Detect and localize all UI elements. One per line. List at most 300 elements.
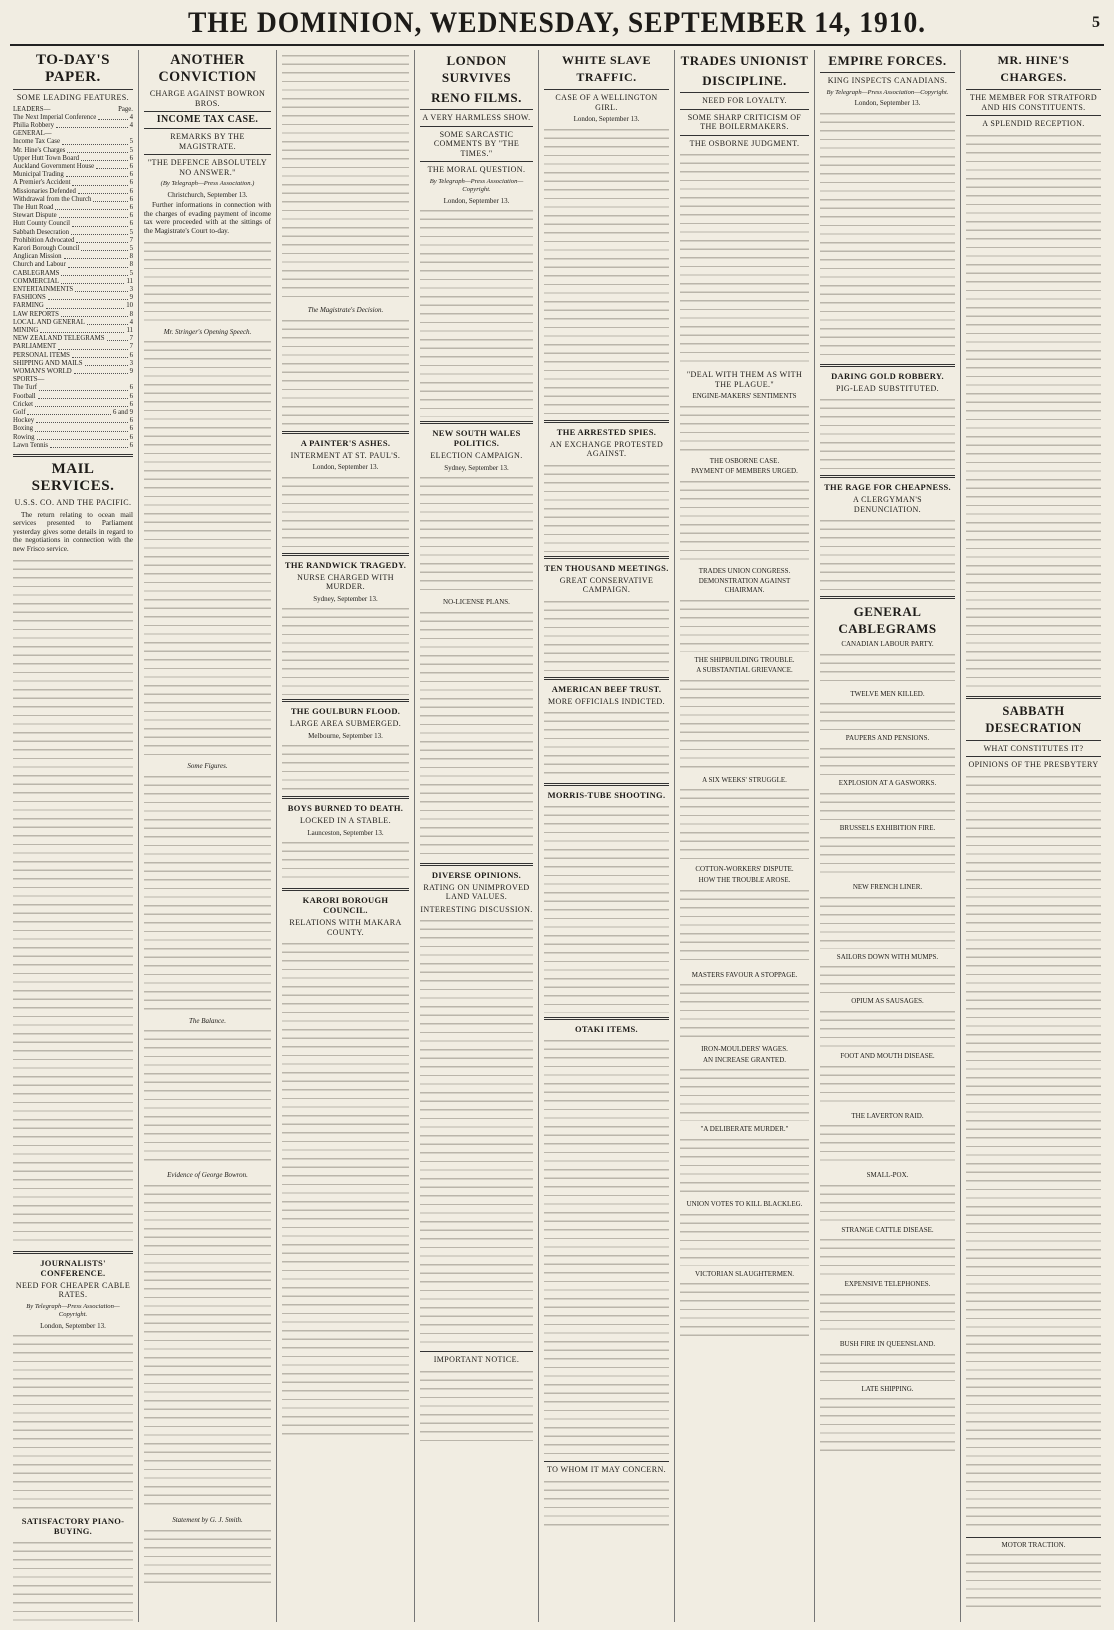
french-liner-subhead: NEW FRENCH LINER. bbox=[852, 883, 923, 892]
masters-subhead: MASTERS FAVOUR A STOPPAGE. bbox=[691, 970, 798, 979]
loyalty-subheading: NEED FOR LOYALTY. bbox=[702, 96, 787, 105]
divider bbox=[13, 454, 133, 457]
divider bbox=[13, 89, 133, 90]
article-text-block bbox=[680, 597, 809, 652]
index-item-label: Boxing bbox=[13, 425, 34, 433]
index-leader-dots bbox=[107, 335, 128, 341]
article-text-block bbox=[282, 474, 409, 549]
constitutes-subheading: WHAT CONSTITUTES IT? bbox=[983, 743, 1084, 753]
index-leader-dots bbox=[71, 229, 128, 235]
arrested-spies-heading: THE ARRESTED SPIES. bbox=[556, 426, 657, 437]
divider bbox=[544, 677, 669, 680]
index-item-page: 6 bbox=[129, 425, 133, 433]
index-item-label: Karori Borough Council bbox=[13, 244, 80, 252]
important-notice-heading: IMPORTANT NOTICE. bbox=[433, 1355, 520, 1365]
article-text-block bbox=[680, 1280, 809, 1340]
article-text-block bbox=[680, 403, 809, 453]
article-text-block bbox=[820, 1395, 955, 1455]
article-text-block bbox=[420, 207, 533, 417]
decision-subhead: The Magistrate's Decision. bbox=[307, 306, 384, 314]
discussion-subheading: INTERESTING DISCUSSION. bbox=[420, 904, 533, 914]
nolicense-subhead: NO-LICENSE PLANS. bbox=[443, 598, 510, 607]
index-item-page: 4 bbox=[129, 121, 133, 129]
article-intro: Further informations in connection with the charges of evading payment of income tax were proceeded with at the sittings of the Magistrate's Court to-day. bbox=[144, 201, 271, 235]
sarcastic-subheading: SOME SARCASTIC COMMENTS BY "THE TIMES." bbox=[433, 129, 520, 158]
twelve-killed-subhead: TWELVE MEN KILLED. bbox=[850, 689, 925, 698]
meetings-subheading: GREAT CONSERVATIVE CAMPAIGN. bbox=[559, 575, 654, 595]
plague-quote: "DEAL WITH THEM AS WITH THE PLAGUE." bbox=[686, 370, 803, 389]
index-page-label: Page. bbox=[118, 105, 133, 113]
article-text-block bbox=[680, 786, 809, 861]
index-item-label: COMMERCIAL bbox=[13, 277, 60, 285]
index-item-label: LOCAL AND GENERAL bbox=[13, 318, 85, 326]
magistrate-subheading: REMARKS BY THE MAGISTRATE. bbox=[170, 132, 245, 151]
index-item-label: NEW ZEALAND TELEGRAMS bbox=[13, 335, 105, 343]
randwick-heading: THE RANDWICK TRAGEDY. bbox=[284, 559, 407, 570]
article-text-block bbox=[420, 917, 533, 1347]
index-leader-dots bbox=[74, 368, 128, 374]
index-row bbox=[13, 130, 133, 138]
todays-paper-heading: TO-DAY'S PAPER. bbox=[35, 52, 111, 85]
moral-question-subheading: THE MORAL QUESTION. bbox=[427, 165, 526, 174]
index-item-page: 5 bbox=[129, 146, 133, 154]
divider bbox=[966, 756, 1101, 757]
article-text-block bbox=[820, 790, 955, 820]
index-row bbox=[13, 138, 133, 146]
article-text-block bbox=[680, 1066, 809, 1121]
cotton-subhead: COTTON-WORKERS' DISPUTE. bbox=[695, 865, 794, 874]
divider bbox=[680, 109, 809, 110]
index-item-page: 6 bbox=[129, 433, 133, 441]
column-5 bbox=[538, 50, 674, 1622]
index-item-page: 6 bbox=[129, 384, 133, 392]
meetings-heading: TEN THOUSAND MEETINGS. bbox=[544, 562, 669, 573]
mumps-subhead: SAILORS DOWN WITH MUMPS. bbox=[836, 952, 939, 961]
index-item-label: Hockey bbox=[13, 417, 35, 425]
ashes-heading: A PAINTER'S ASHES. bbox=[300, 437, 391, 448]
journalists-heading: JOURNALISTS' CONFERENCE. bbox=[40, 1257, 106, 1278]
index-item-label: A Premier's Accident bbox=[13, 179, 71, 187]
otaki-heading: OTAKI ITEMS. bbox=[575, 1024, 638, 1035]
index-item-label: Lawn Tennis bbox=[13, 441, 49, 449]
demonstration-subhead: DEMONSTRATION AGAINST CHAIRMAN. bbox=[698, 577, 791, 594]
divider bbox=[420, 126, 533, 127]
divider bbox=[420, 1351, 533, 1352]
index-item-page: 4 bbox=[129, 318, 133, 326]
reception-subheading: A SPLENDID RECEPTION. bbox=[982, 119, 1085, 128]
discipline-heading: DISCIPLINE. bbox=[702, 73, 787, 88]
article-text-block bbox=[966, 1551, 1101, 1611]
index-row bbox=[13, 245, 133, 253]
index-item-label: Church and Labour bbox=[13, 261, 66, 269]
index-leader-dots bbox=[46, 302, 124, 308]
karori-heading: KARORI BOROUGH COUNCIL. bbox=[302, 895, 389, 916]
index-leader-dots bbox=[67, 147, 127, 153]
index-row bbox=[13, 261, 133, 269]
article-text-block bbox=[282, 940, 409, 1440]
divider bbox=[544, 1461, 669, 1462]
bushfire-subhead: BUSH FIRE IN QUEENSLAND. bbox=[839, 1339, 936, 1348]
sabbath-heading: SABBATH DESECRATION bbox=[985, 703, 1082, 735]
column-2 bbox=[138, 50, 276, 1622]
income-tax-heading: INCOME TAX CASE. bbox=[156, 114, 259, 125]
index-item-page: 3 bbox=[129, 359, 133, 367]
index-row bbox=[13, 294, 133, 302]
statement-subhead: Statement by G. J. Smith. bbox=[172, 1515, 243, 1524]
index-item-label: MINING bbox=[13, 326, 39, 334]
index-leader-dots bbox=[75, 286, 127, 292]
divider bbox=[544, 783, 669, 786]
divider bbox=[144, 128, 271, 129]
opium-subhead: OPIUM AS SAUSAGES. bbox=[851, 997, 924, 1006]
index-item-page: 6 bbox=[129, 171, 133, 179]
empire-forces-heading: EMPIRE FORCES. bbox=[828, 53, 947, 68]
divider bbox=[820, 475, 955, 478]
index-row bbox=[13, 409, 133, 417]
boys-heading: BOYS BURNED TO DEATH. bbox=[287, 803, 404, 814]
index-leader-dots bbox=[27, 409, 111, 415]
gold-robbery-heading: DARING GOLD ROBBERY. bbox=[831, 370, 944, 381]
article-text-block bbox=[282, 605, 409, 695]
beef-trust-heading: AMERICAN BEEF TRUST. bbox=[551, 683, 662, 694]
index-item-label: Philia Robbery bbox=[13, 121, 54, 129]
index-leader-dots bbox=[76, 237, 127, 243]
index-leader-dots bbox=[96, 163, 127, 169]
telephones-subhead: EXPENSIVE TELEPHONES. bbox=[844, 1280, 931, 1289]
index-row bbox=[13, 319, 133, 327]
divider bbox=[420, 421, 533, 424]
king-inspects-subheading: KING INSPECTS CANADIANS. bbox=[827, 76, 948, 85]
index-header bbox=[13, 106, 133, 114]
index-leader-dots bbox=[48, 294, 128, 300]
index-row bbox=[13, 237, 133, 245]
divider bbox=[144, 154, 271, 155]
index-leader-dots bbox=[66, 171, 128, 177]
index-row bbox=[13, 212, 133, 220]
article-text-block bbox=[820, 894, 955, 949]
index-row bbox=[13, 401, 133, 409]
index-item-page: 9 bbox=[129, 368, 133, 375]
index-leader-dots bbox=[85, 360, 128, 366]
index-leader-dots bbox=[39, 384, 128, 390]
index-leader-dots bbox=[50, 442, 128, 448]
index-row bbox=[13, 384, 133, 392]
divider bbox=[282, 796, 409, 799]
motor-traction-subhead: MOTOR TRACTION. bbox=[1001, 1540, 1066, 1549]
article-text-block bbox=[820, 1351, 955, 1381]
diverse-opinions-heading: DIVERSE OPINIONS. bbox=[431, 869, 522, 880]
index-row bbox=[13, 360, 133, 368]
article-text-block bbox=[13, 557, 133, 1247]
index-row bbox=[13, 188, 133, 196]
index-leader-dots bbox=[61, 278, 124, 284]
index-leader-dots bbox=[81, 245, 127, 251]
explosion-subhead: EXPLOSION AT A GASWORKS. bbox=[838, 778, 937, 787]
index-leader-dots bbox=[35, 425, 128, 431]
article-text-block bbox=[544, 1037, 669, 1457]
index-leader-dots bbox=[93, 196, 127, 202]
divider bbox=[966, 89, 1101, 90]
index-item-page: 6 bbox=[129, 392, 133, 400]
reno-films-heading: RENO FILMS. bbox=[431, 90, 522, 105]
column-1 bbox=[8, 50, 138, 1622]
divider bbox=[966, 115, 1101, 116]
deliberate-murder-subhead: "A DELIBERATE MURDER." bbox=[700, 1125, 789, 1134]
index-leader-dots bbox=[37, 434, 128, 440]
journalists-dateline: London, September 13. bbox=[40, 1321, 106, 1330]
increase-subhead: AN INCREASE GRANTED. bbox=[702, 1055, 787, 1064]
harmless-show-subheading: A VERY HARMLESS SHOW. bbox=[422, 113, 531, 122]
index-item-label: Mr. Hine's Charges bbox=[13, 146, 66, 154]
index-leader-dots bbox=[64, 253, 128, 259]
index-item-label: Prohibition Advocated bbox=[13, 236, 75, 244]
index-row bbox=[13, 368, 133, 376]
article-text-block bbox=[820, 396, 955, 471]
article-text-block bbox=[544, 462, 669, 552]
index-item-page: 8 bbox=[129, 253, 133, 261]
index-leader-dots bbox=[78, 188, 128, 194]
index-row bbox=[13, 114, 133, 122]
nsw-dateline: Sydney, September 13. bbox=[444, 463, 509, 472]
newspaper-title: THE DOMINION, WEDNESDAY, SEPTEMBER 14, 1910. bbox=[187, 6, 927, 39]
index-item-label: CABLEGRAMS bbox=[13, 269, 60, 277]
divider bbox=[680, 135, 809, 136]
index-row bbox=[13, 434, 133, 442]
divider bbox=[544, 89, 669, 90]
article-text-block bbox=[820, 1008, 955, 1048]
index-item-page: 9 bbox=[129, 294, 133, 302]
index-row bbox=[13, 147, 133, 155]
index-item-label: Upper Hutt Town Board bbox=[13, 154, 80, 162]
index-leader-dots bbox=[68, 261, 128, 267]
nsw-politics-heading: NEW SOUTH WALES POLITICS. bbox=[432, 428, 521, 449]
index-row bbox=[13, 229, 133, 237]
index-item-page: 6 bbox=[129, 400, 133, 408]
white-slave-heading: WHITE SLAVE TRAFFIC. bbox=[562, 53, 651, 84]
mail-services-heading: MAIL SERVICES. bbox=[31, 461, 115, 495]
article-text-block bbox=[13, 1332, 133, 1512]
divider bbox=[282, 888, 409, 891]
osborne-subheading: THE OSBORNE JUDGMENT. bbox=[689, 138, 800, 148]
divider bbox=[282, 699, 409, 702]
evidence-subhead: Evidence of George Bowron. bbox=[167, 1171, 248, 1180]
nsw-subheading: ELECTION CAMPAIGN. bbox=[430, 451, 523, 461]
index-item-page: 4 bbox=[129, 113, 133, 121]
index-leader-dots bbox=[72, 179, 127, 185]
index-item-page: 5 bbox=[129, 138, 133, 146]
smallpox-subhead: SMALL-POX. bbox=[866, 1171, 909, 1180]
index-item-label: SPORTS— bbox=[13, 376, 45, 384]
article-text-block bbox=[820, 963, 955, 993]
index-row bbox=[13, 302, 133, 310]
article-text-block bbox=[144, 338, 271, 758]
shipbuilding-subhead: THE SHIPBUILDING TROUBLE. bbox=[694, 655, 795, 664]
index-item-page: 6 bbox=[129, 187, 133, 195]
article-text-block bbox=[544, 709, 669, 779]
to-whom-heading: TO WHOM IT MAY CONCERN. bbox=[546, 1465, 667, 1475]
wellington-girl-subheading: CASE OF A WELLINGTON GIRL. bbox=[555, 93, 658, 112]
index-leader-dots bbox=[59, 212, 128, 218]
article-text-block bbox=[420, 474, 533, 594]
opening-speech-subhead: Mr. Stringer's Opening Speech. bbox=[163, 327, 252, 336]
column-4 bbox=[414, 50, 538, 1622]
index-item-label: Auckland Government House bbox=[13, 162, 95, 170]
late-shipping-subhead: LATE SHIPPING. bbox=[861, 1384, 914, 1393]
article-text-block bbox=[680, 1136, 809, 1196]
divider bbox=[420, 161, 533, 162]
article-text-block bbox=[820, 517, 955, 592]
index-item-page: 11 bbox=[126, 277, 133, 285]
index-row bbox=[13, 343, 133, 351]
article-text-block bbox=[282, 317, 409, 427]
index-item-page: 7 bbox=[129, 343, 133, 351]
article-text-block bbox=[282, 742, 409, 792]
divider bbox=[966, 696, 1101, 699]
index-item-page: 6 bbox=[129, 154, 133, 162]
pig-lead-subheading: PIG-LEAD SUBSTITUTED. bbox=[835, 383, 940, 393]
index-leader-dots bbox=[62, 138, 128, 144]
beef-subheading: MORE OFFICIALS INDICTED. bbox=[548, 696, 665, 706]
divider bbox=[966, 1537, 1101, 1538]
index-leader-dots bbox=[40, 327, 124, 333]
london-survives-heading: LONDON SURVIVES bbox=[441, 53, 512, 85]
index-row bbox=[13, 393, 133, 401]
article-text-block bbox=[820, 1122, 955, 1167]
index-row bbox=[13, 220, 133, 228]
karori-subheading: RELATIONS WITH MAKARA COUNTY. bbox=[289, 918, 402, 937]
charge-subheading: CHARGE AGAINST BOWRON BROS. bbox=[149, 89, 266, 108]
osborne-case-subhead: THE OSBORNE CASE. bbox=[709, 456, 780, 465]
index-leader-dots bbox=[55, 204, 127, 210]
article-text-block bbox=[544, 598, 669, 673]
index-item-label: The Next Imperial Conference bbox=[13, 113, 97, 121]
canadian-labour-subhead: CANADIAN LABOUR PARTY. bbox=[841, 640, 934, 649]
index-list bbox=[13, 114, 133, 450]
figures-subhead: Some Figures. bbox=[187, 762, 228, 771]
divider bbox=[420, 109, 533, 110]
index-item-page: 6 bbox=[129, 220, 133, 228]
mail-services-intro: The return relating to ocean mail services presented to Parliament yesterday gives some details in regard to the negotiations in connection with the new Frisco service. bbox=[13, 510, 133, 553]
index-row bbox=[13, 253, 133, 261]
masthead bbox=[10, 4, 1104, 46]
index-item-page: 6 bbox=[129, 351, 133, 359]
iron-moulders-subhead: IRON-MOULDERS' WAGES. bbox=[701, 1045, 788, 1054]
randwick-subheading: NURSE CHARGED WITH MURDER. bbox=[297, 572, 394, 592]
ashes-subheading: INTERMENT AT ST. PAUL'S. bbox=[290, 450, 401, 460]
journalists-byline: By Telegraph—Press Association—Copyright. bbox=[26, 1302, 120, 1319]
index-item-label: Sabbath Desecration bbox=[13, 228, 70, 236]
index-row bbox=[13, 163, 133, 171]
divider bbox=[820, 72, 955, 73]
index-label: LEADERS— bbox=[13, 105, 51, 113]
index-row bbox=[13, 425, 133, 433]
article-text-block bbox=[680, 478, 809, 563]
article-text-block bbox=[680, 887, 809, 967]
morris-tube-heading: MORRIS-TUBE SHOOTING. bbox=[547, 790, 666, 801]
advertisement-text-block bbox=[544, 1478, 669, 1528]
index-item-label: The Turf bbox=[13, 384, 37, 392]
divider bbox=[282, 553, 409, 556]
index-row bbox=[13, 417, 133, 425]
index-leader-dots bbox=[35, 401, 128, 407]
index-item-page: 6 bbox=[129, 203, 133, 211]
piano-heading: SATISFACTORY PIANO-BUYING. bbox=[21, 1516, 125, 1537]
article-dateline: Christchurch, September 13. bbox=[167, 190, 248, 199]
article-text-block bbox=[820, 1236, 955, 1276]
goulburn-heading: THE GOULBURN FLOOD. bbox=[290, 706, 401, 717]
balance-subhead: The Balance. bbox=[189, 1016, 226, 1025]
column-6 bbox=[674, 50, 814, 1622]
empire-dateline: London, September 13. bbox=[854, 99, 921, 108]
index-item-page: 6 bbox=[129, 212, 133, 220]
laverton-subhead: THE LAVERTON RAID. bbox=[851, 1111, 924, 1120]
article-text-block bbox=[680, 151, 809, 366]
index-item-page: 11 bbox=[126, 326, 133, 334]
index-item-label: LAW REPORTS bbox=[13, 310, 59, 318]
article-text-block bbox=[144, 1027, 271, 1167]
index-leader-dots bbox=[61, 270, 127, 276]
index-item-page: 6 bbox=[129, 417, 133, 425]
index-leader-dots bbox=[98, 114, 127, 120]
goulburn-subheading: LARGE AREA SUBMERGED. bbox=[289, 719, 402, 729]
advertisement-text-block bbox=[420, 1368, 533, 1448]
index-row bbox=[13, 376, 133, 384]
index-item-page: 10 bbox=[126, 302, 133, 310]
article-text-block bbox=[820, 1063, 955, 1108]
index-leader-dots bbox=[81, 155, 128, 161]
index-item-label: ENTERTAINMENTS bbox=[13, 285, 74, 293]
column-8 bbox=[960, 50, 1106, 1622]
index-item-label: Football bbox=[13, 392, 36, 400]
article-text-block bbox=[680, 981, 809, 1041]
defence-quote: "THE DEFENCE ABSOLUTELY NO ANSWER." bbox=[147, 158, 268, 177]
divider bbox=[820, 596, 955, 599]
index-item-page: 6 bbox=[129, 441, 133, 449]
index-leader-dots bbox=[72, 352, 128, 358]
index-item-page: 6 bbox=[129, 179, 133, 187]
engine-makers-subhead: ENGINE-MAKERS' SENTIMENTS bbox=[692, 392, 797, 400]
index-item-label: Rowing bbox=[13, 433, 35, 441]
index-item-label: PARLIAMENT bbox=[13, 343, 57, 351]
index-leader-dots bbox=[58, 343, 127, 349]
divider bbox=[544, 556, 669, 559]
article-text-block bbox=[282, 52, 409, 302]
foot-mouth-subhead: FOOT AND MOUTH DISEASE. bbox=[840, 1051, 935, 1060]
cheapness-heading: THE RAGE FOR CHEAPNESS. bbox=[824, 482, 951, 493]
divider bbox=[544, 420, 669, 423]
article-text-block bbox=[820, 651, 955, 686]
index-item-label: SHIPPING AND MAILS bbox=[13, 359, 83, 367]
index-leader-dots bbox=[56, 122, 128, 128]
article-text-block bbox=[13, 1539, 133, 1622]
index-leader-dots bbox=[87, 319, 128, 325]
payment-subhead: PAYMENT OF MEMBERS URGED. bbox=[691, 467, 798, 476]
index-item-page: 5 bbox=[129, 244, 133, 252]
divider bbox=[282, 431, 409, 434]
article-text-block bbox=[282, 839, 409, 884]
index-item-label: PERSONAL ITEMS bbox=[13, 351, 70, 359]
index-item-page: 5 bbox=[129, 228, 133, 236]
index-item-label: Golf bbox=[13, 409, 26, 417]
index-row bbox=[13, 122, 133, 130]
index-leader-dots bbox=[72, 220, 128, 226]
article-byline: (By Telegraph—Press Association.) bbox=[160, 180, 255, 187]
boys-subheading: LOCKED IN A STABLE. bbox=[300, 816, 391, 826]
page-number: 5 bbox=[1092, 14, 1100, 31]
trouble-arose-subhead: HOW THE TROUBLE AROSE. bbox=[698, 875, 791, 884]
index-item-page: 3 bbox=[129, 285, 133, 293]
stratford-subheading: THE MEMBER FOR STRATFORD AND HIS CONSTITUENTS. bbox=[969, 93, 1098, 112]
